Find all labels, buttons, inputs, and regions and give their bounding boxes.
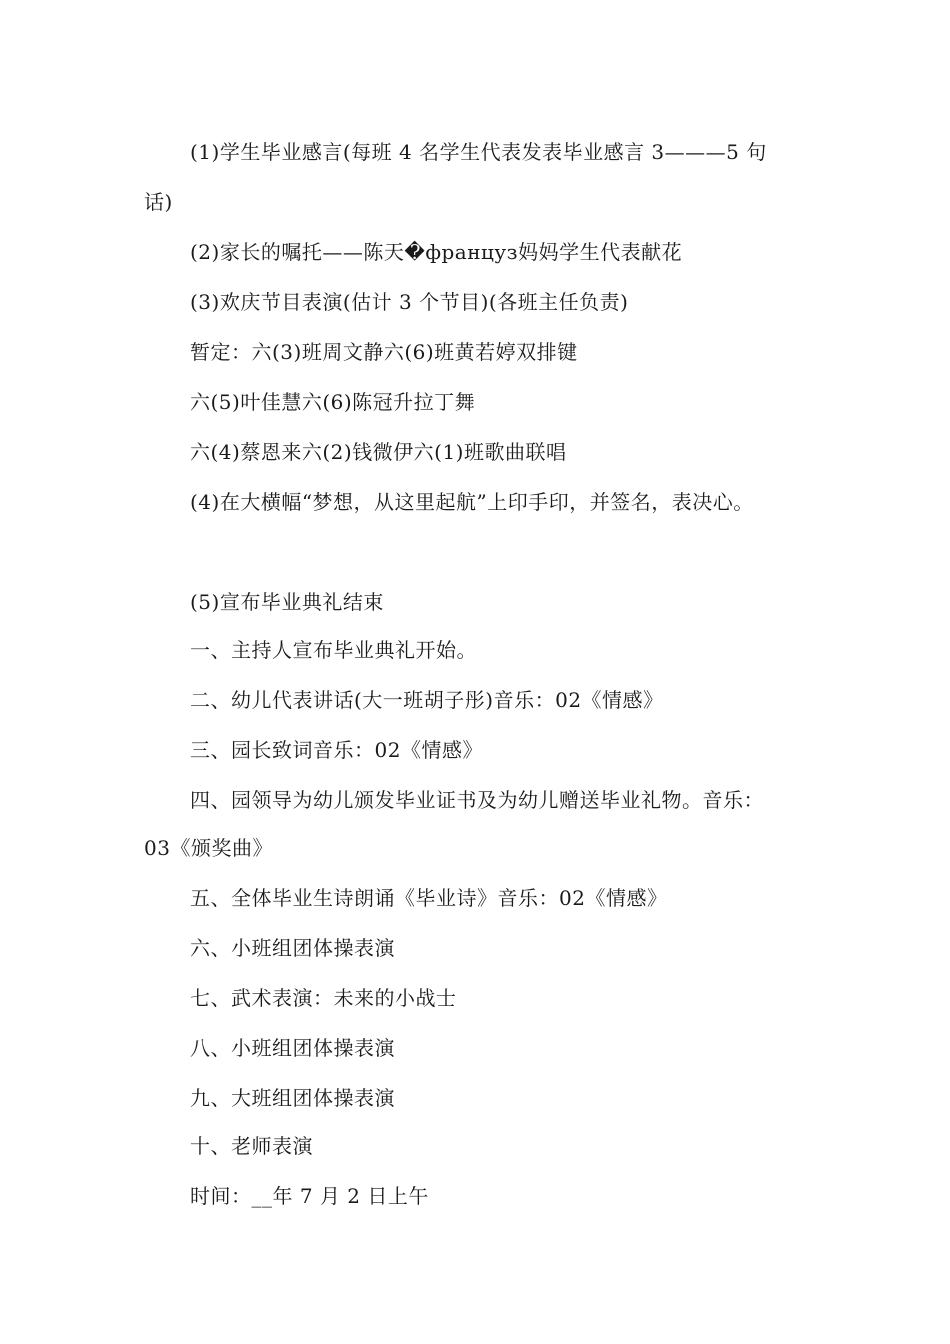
paragraph-line: 四、园领导为幼儿颁发毕业证书及为幼儿赠送毕业礼物。音乐： (190, 788, 764, 812)
paragraph-line: 三、园长致词音乐：02《情感》 (190, 738, 483, 762)
paragraph-line: (1)学生毕业感言(每班 4 名学生代表发表毕业感言 3———5 句 (190, 140, 767, 164)
paragraph-line: 六(5)叶佳慧六(6)陈冠升拉丁舞 (190, 390, 476, 414)
paragraph-line: 九、大班组团体操表演 (190, 1086, 395, 1110)
paragraph-line: 暂定：六(3)班周文静六(6)班黄若婷双排键 (190, 340, 578, 364)
paragraph-line: 二、幼儿代表讲话(大一班胡子彤)音乐：02《情感》 (190, 688, 664, 712)
paragraph-line: (3)欢庆节目表演(估计 3 个节目)(各班主任负责) (190, 290, 629, 314)
paragraph-line: 六、小班组团体操表演 (190, 936, 395, 960)
paragraph-line: 03《颁奖曲》 (144, 836, 273, 860)
paragraph-line: 五、全体毕业生诗朗诵《毕业诗》音乐：02《情感》 (190, 886, 668, 910)
paragraph-line: (5)宣布毕业典礼结束 (190, 590, 384, 614)
paragraph-line: 时间：__年 7 月 2 日上午 (190, 1184, 429, 1208)
paragraph-line: (4)在大横幅“梦想，从这里起航”上印手印，并签名，表决心。 (190, 490, 754, 514)
paragraph-line: 十、老师表演 (190, 1134, 313, 1158)
paragraph-line: 七、武术表演：未来的小战士 (190, 986, 457, 1010)
paragraph-line: (2)家长的嘱托——陈天�француз妈妈学生代表献花 (190, 240, 683, 264)
paragraph-line: 一、主持人宣布毕业典礼开始。 (190, 638, 477, 662)
paragraph-line: 话) (144, 190, 173, 214)
paragraph-line: 六(4)蔡恩来六(2)钱微伊六(1)班歌曲联唱 (190, 440, 567, 464)
paragraph-line: 八、小班组团体操表演 (190, 1036, 395, 1060)
